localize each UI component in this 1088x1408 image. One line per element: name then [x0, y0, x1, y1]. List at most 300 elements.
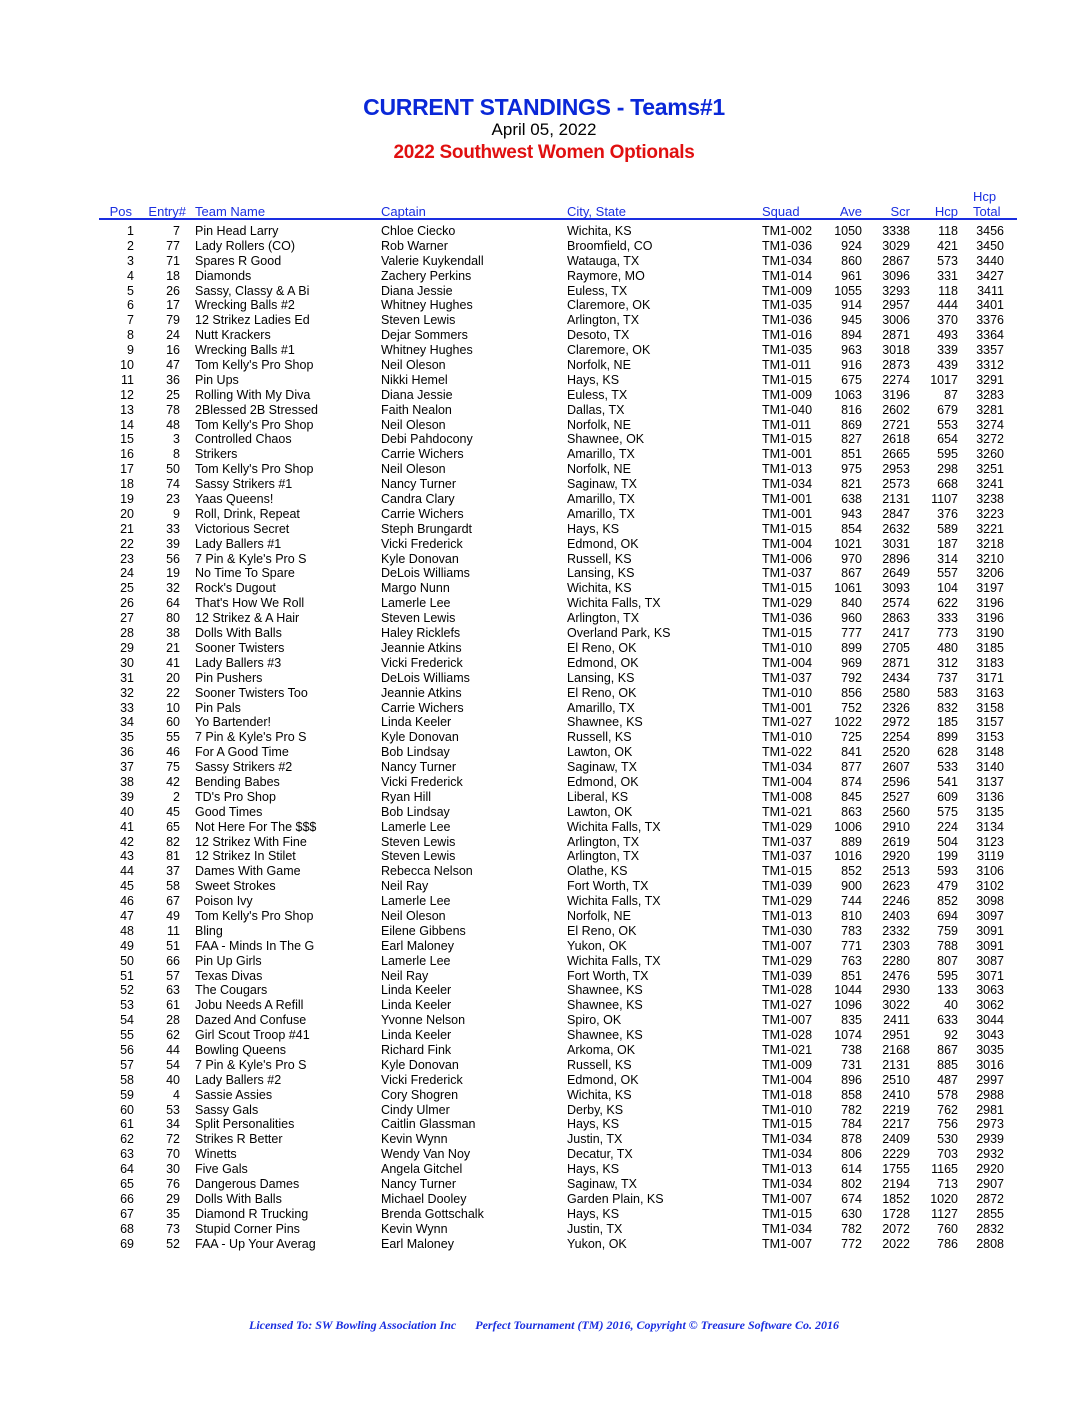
cell-squad: TM1-001	[762, 700, 813, 715]
table-row	[0, 328, 1088, 343]
cell-ave: 899	[841, 640, 862, 655]
cell-hcp: 187	[937, 536, 958, 551]
table-row	[0, 849, 1088, 864]
cell-captain: Faith Nealon	[381, 402, 452, 417]
cell-entry: 42	[166, 774, 180, 789]
cell-squad: TM1-030	[762, 923, 813, 938]
cell-captain: Caitlin Glassman	[381, 1117, 476, 1132]
table-row	[0, 1028, 1088, 1043]
cell-hcp-total: 3148	[976, 745, 1004, 760]
cell-captain: Richard Fink	[381, 1042, 452, 1057]
cell-squad: TM1-034	[762, 1221, 813, 1236]
cell-team-name: Victorious Secret	[195, 521, 290, 536]
table-row	[0, 730, 1088, 745]
cell-captain: Kyle Donovan	[381, 1057, 459, 1072]
cell-city-state: Wichita, KS	[567, 581, 632, 596]
cell-pos: 33	[120, 700, 134, 715]
cell-pos: 47	[120, 908, 134, 923]
cell-hcp: 1017	[930, 372, 958, 387]
cell-pos: 51	[120, 968, 134, 983]
cell-scr: 2920	[882, 849, 910, 864]
cell-hcp: 773	[937, 626, 958, 641]
cell-hcp-total: 3119	[977, 849, 1004, 864]
cell-city-state: Overland Park, KS	[567, 626, 671, 641]
cell-scr: 2410	[882, 1087, 910, 1102]
cell-pos: 21	[120, 521, 134, 536]
cell-ave: 777	[841, 626, 862, 641]
cell-entry: 80	[166, 611, 180, 626]
cell-city-state: Wichita Falls, TX	[567, 894, 661, 909]
cell-captain: Steven Lewis	[381, 313, 456, 328]
cell-team-name: FAA - Up Your Averag	[195, 1236, 316, 1251]
cell-squad: TM1-036	[762, 611, 813, 626]
cell-hcp: 622	[937, 596, 958, 611]
cell-hcp: 40	[944, 998, 958, 1013]
cell-hcp-total: 3106	[976, 864, 1004, 879]
cell-team-name: Diamonds	[195, 268, 252, 283]
cell-team-name: Sassy Gals	[195, 1102, 259, 1117]
cell-hcp: 899	[937, 730, 958, 745]
cell-entry: 9	[173, 506, 180, 521]
cell-ave: 783	[841, 923, 862, 938]
cell-squad: TM1-015	[762, 1206, 813, 1221]
cell-squad: TM1-015	[762, 372, 813, 387]
cell-scr: 2332	[882, 923, 910, 938]
cell-ave: 772	[841, 1236, 862, 1251]
table-row	[0, 715, 1088, 730]
cell-pos: 6	[127, 298, 134, 313]
cell-pos: 60	[120, 1102, 134, 1117]
cell-hcp: 633	[937, 1013, 958, 1028]
cell-ave: 752	[841, 700, 862, 715]
cell-squad: TM1-009	[762, 387, 813, 402]
table-row	[0, 1058, 1088, 1073]
cell-team-name: Poison Ivy	[195, 894, 253, 909]
cell-city-state: Amarillo, TX	[567, 506, 635, 521]
cell-entry: 73	[166, 1221, 180, 1236]
cell-captain: Margo Nunn	[381, 581, 450, 596]
cell-entry: 75	[166, 760, 180, 775]
table-row	[0, 983, 1088, 998]
cell-captain: Jeannie Atkins	[381, 685, 462, 700]
col-header-scr: Scr	[890, 204, 910, 219]
cell-captain: Eilene Gibbens	[381, 923, 466, 938]
cell-captain: Carrie Wichers	[381, 506, 464, 521]
cell-pos: 41	[120, 819, 134, 834]
cell-pos: 30	[120, 655, 134, 670]
tournament-name: 2022 Southwest Women Optionals	[393, 142, 695, 163]
cell-hcp: 762	[937, 1102, 958, 1117]
cell-captain: Kevin Wynn	[381, 1221, 448, 1236]
table-row	[0, 566, 1088, 581]
cell-ave: 889	[841, 834, 862, 849]
cell-scr: 2560	[882, 804, 910, 819]
cell-pos: 28	[120, 626, 134, 641]
cell-team-name: Winetts	[195, 1147, 237, 1162]
cell-squad: TM1-013	[762, 1162, 813, 1177]
cell-hcp: 530	[937, 1132, 958, 1147]
cell-scr: 2953	[882, 462, 910, 477]
cell-squad: TM1-015	[762, 432, 813, 447]
cell-city-state: Justin, TX	[567, 1221, 623, 1236]
cell-captain: Linda Keeler	[381, 715, 452, 730]
cell-ave: 840	[841, 596, 862, 611]
cell-scr: 2194	[882, 1177, 910, 1191]
cell-hcp: 578	[937, 1087, 958, 1102]
cell-city-state: Edmond, OK	[567, 536, 639, 551]
cell-team-name: Bending Babes	[195, 774, 280, 789]
cell-scr: 2280	[882, 953, 910, 968]
cell-entry: 44	[166, 1042, 180, 1057]
cell-entry: 22	[166, 685, 180, 700]
cell-pos: 50	[120, 953, 134, 968]
cell-hcp-total: 3206	[976, 566, 1004, 581]
cell-city-state: Raymore, MO	[567, 268, 645, 283]
cell-pos: 65	[120, 1177, 134, 1191]
cell-pos: 52	[120, 983, 134, 998]
cell-captain: Angela Gitchel	[381, 1162, 463, 1177]
table-row	[0, 284, 1088, 299]
table-row	[0, 954, 1088, 969]
cell-team-name: FAA - Minds In The G	[195, 938, 315, 953]
cell-city-state: Claremore, OK	[567, 343, 651, 358]
cell-pos: 2	[127, 238, 134, 253]
cell-city-state: Justin, TX	[567, 1132, 623, 1147]
cell-entry: 20	[166, 670, 180, 685]
cell-ave: 1096	[834, 998, 862, 1013]
cell-entry: 62	[166, 1028, 180, 1043]
table-row	[0, 1177, 1088, 1192]
table-row	[0, 1207, 1088, 1222]
cell-hcp: 595	[937, 447, 958, 462]
cell-pos: 34	[120, 715, 134, 730]
cell-pos: 53	[120, 998, 134, 1013]
cell-hcp-total: 3123	[976, 834, 1004, 849]
cell-team-name: Lady Ballers #3	[195, 655, 282, 670]
cell-captain: Vicki Frederick	[381, 536, 463, 551]
cell-pos: 42	[120, 834, 134, 849]
cell-ave: 816	[841, 402, 862, 417]
col-header-hcp-total-bottom: Total	[973, 204, 1001, 219]
cell-team-name: 12 Strikez & A Hair	[195, 611, 300, 626]
cell-captain: Nancy Turner	[381, 760, 457, 775]
cell-squad: TM1-015	[762, 1117, 813, 1132]
cell-hcp: 118	[938, 224, 958, 238]
table-row	[0, 581, 1088, 596]
cell-entry: 28	[166, 1013, 180, 1028]
cell-hcp: 504	[937, 834, 958, 849]
cell-entry: 23	[166, 492, 180, 507]
cell-ave: 1006	[834, 819, 862, 834]
cell-team-name: Pin Head Larry	[195, 224, 279, 238]
cell-team-name: Strikers	[195, 447, 238, 462]
cell-pos: 37	[120, 760, 134, 775]
cell-squad: TM1-029	[762, 596, 813, 611]
cell-scr: 2510	[882, 1072, 910, 1087]
cell-scr: 1755	[882, 1162, 910, 1177]
cell-pos: 10	[120, 358, 134, 373]
cell-captain: Vicki Frederick	[381, 655, 463, 670]
cell-squad: TM1-040	[762, 402, 813, 417]
cell-city-state: Norfolk, NE	[567, 908, 631, 923]
cell-ave: 869	[841, 417, 862, 432]
cell-hcp: 654	[937, 432, 958, 447]
cell-pos: 9	[127, 343, 134, 358]
cell-squad: TM1-015	[762, 626, 813, 641]
cell-team-name: Dolls With Balls	[195, 626, 282, 641]
cell-entry: 54	[166, 1057, 180, 1072]
cell-hcp: 312	[937, 655, 958, 670]
cell-team-name: 2Blessed 2B Stressed	[195, 402, 318, 417]
cell-hcp-total: 3091	[976, 923, 1004, 938]
cell-entry: 60	[166, 715, 180, 730]
cell-pos: 61	[120, 1117, 134, 1132]
table-row	[0, 343, 1088, 358]
cell-hcp-total: 3185	[976, 640, 1004, 655]
table-row	[0, 1237, 1088, 1252]
cell-city-state: Wichita Falls, TX	[567, 596, 661, 611]
cell-hcp: 609	[937, 789, 958, 804]
cell-ave: 1061	[834, 581, 862, 596]
cell-scr: 2303	[882, 938, 910, 953]
cell-captain: Steph Brungardt	[381, 521, 473, 536]
cell-entry: 7	[173, 224, 180, 238]
cell-squad: TM1-004	[762, 655, 813, 670]
cell-entry: 30	[166, 1162, 180, 1177]
cell-hcp-total: 3062	[976, 998, 1004, 1013]
table-row	[0, 820, 1088, 835]
cell-team-name: Dames With Game	[195, 864, 301, 879]
cell-ave: 841	[841, 745, 862, 760]
cell-pos: 62	[120, 1132, 134, 1147]
cell-city-state: Fort Worth, TX	[567, 879, 649, 894]
cell-hcp-total: 3210	[976, 551, 1004, 566]
cell-squad: TM1-022	[762, 745, 813, 760]
cell-hcp-total: 3183	[976, 655, 1004, 670]
cell-squad: TM1-014	[762, 268, 813, 283]
cell-team-name: Lady Rollers (CO)	[195, 238, 296, 253]
cell-team-name: 7 Pin & Kyle's Pro S	[195, 730, 307, 745]
table-row	[0, 1103, 1088, 1118]
cell-hcp-total: 2920	[976, 1162, 1004, 1177]
cell-hcp: 533	[937, 760, 958, 775]
cell-squad: TM1-039	[762, 968, 813, 983]
cell-hcp-total: 3456	[976, 224, 1004, 238]
cell-city-state: Arlington, TX	[567, 834, 640, 849]
cell-entry: 32	[166, 581, 180, 596]
cell-squad: TM1-015	[762, 864, 813, 879]
cell-hcp: 314	[937, 551, 958, 566]
table-row	[0, 1192, 1088, 1207]
cell-hcp-total: 3063	[976, 983, 1004, 998]
cell-team-name: Wrecking Balls #2	[195, 298, 295, 313]
cell-hcp: 87	[944, 387, 958, 402]
cell-squad: TM1-008	[762, 789, 813, 804]
cell-hcp: 133	[937, 983, 958, 998]
cell-city-state: Hays, KS	[567, 1117, 620, 1132]
cell-city-state: Decatur, TX	[567, 1147, 633, 1162]
cell-ave: 878	[841, 1132, 862, 1147]
cell-city-state: Wichita Falls, TX	[567, 819, 661, 834]
cell-hcp-total: 3137	[976, 774, 1004, 789]
cell-scr: 3093	[882, 581, 910, 596]
cell-captain: Whitney Hughes	[381, 343, 473, 358]
cell-city-state: Lansing, KS	[567, 670, 635, 685]
table-row	[0, 1088, 1088, 1103]
cell-captain: Linda Keeler	[381, 983, 452, 998]
cell-ave: 674	[841, 1191, 862, 1206]
cell-squad: TM1-011	[762, 358, 812, 373]
cell-city-state: Shawnee, KS	[567, 983, 643, 998]
cell-city-state: Russell, KS	[567, 1057, 632, 1072]
cell-entry: 64	[166, 596, 180, 611]
cell-squad: TM1-037	[762, 849, 813, 864]
cell-city-state: Liberal, KS	[567, 789, 629, 804]
cell-hcp-total: 3196	[976, 596, 1004, 611]
cell-hcp-total: 3140	[976, 760, 1004, 775]
cell-hcp: 376	[937, 506, 958, 521]
cell-city-state: Saginaw, TX	[567, 477, 637, 492]
cell-team-name: 7 Pin & Kyle's Pro S	[195, 551, 307, 566]
table-row	[0, 701, 1088, 716]
cell-hcp-total: 3283	[976, 387, 1004, 402]
cell-entry: 4	[173, 1087, 180, 1102]
cell-ave: 771	[841, 938, 862, 953]
cell-hcp-total: 3158	[976, 700, 1004, 715]
cell-scr: 2930	[882, 983, 910, 998]
table-row	[0, 1043, 1088, 1058]
cell-scr: 2168	[882, 1042, 910, 1057]
cell-scr: 2411	[883, 1013, 910, 1028]
cell-entry: 79	[166, 313, 180, 328]
table-row	[0, 269, 1088, 284]
cell-entry: 34	[166, 1117, 180, 1132]
cell-hcp-total: 3071	[976, 968, 1004, 983]
cell-ave: 802	[841, 1177, 862, 1191]
cell-hcp-total: 3274	[976, 417, 1004, 432]
cell-hcp-total: 3196	[976, 611, 1004, 626]
cell-entry: 10	[166, 700, 180, 715]
cell-pos: 57	[120, 1057, 134, 1072]
cell-entry: 18	[166, 268, 180, 283]
cell-hcp-total: 2981	[976, 1102, 1004, 1117]
cell-ave: 960	[841, 611, 862, 626]
table-row	[0, 864, 1088, 879]
cell-captain: Linda Keeler	[381, 1028, 452, 1043]
table-row	[0, 1013, 1088, 1028]
cell-team-name: Yaas Queens!	[195, 492, 274, 507]
cell-scr: 2573	[882, 477, 910, 492]
cell-squad: TM1-007	[762, 1236, 813, 1251]
cell-city-state: Euless, TX	[567, 387, 628, 402]
cell-ave: 638	[841, 492, 862, 507]
cell-city-state: Saginaw, TX	[567, 760, 637, 775]
cell-hcp: 575	[937, 804, 958, 819]
cell-entry: 61	[166, 998, 180, 1013]
cell-hcp-total: 2988	[976, 1087, 1004, 1102]
cell-city-state: Lawton, OK	[567, 745, 633, 760]
cell-city-state: Hays, KS	[567, 1162, 620, 1177]
cell-city-state: Derby, KS	[567, 1102, 624, 1117]
cell-squad: TM1-004	[762, 536, 813, 551]
cell-hcp: 867	[937, 1042, 958, 1057]
table-row	[0, 373, 1088, 388]
cell-captain: Linda Keeler	[381, 998, 452, 1013]
table-row	[0, 403, 1088, 418]
cell-scr: 2896	[882, 551, 910, 566]
cell-captain: Kyle Donovan	[381, 551, 459, 566]
cell-hcp-total: 3221	[976, 521, 1004, 536]
cell-squad: TM1-028	[762, 983, 813, 998]
cell-squad: TM1-037	[762, 670, 813, 685]
cell-ave: 851	[841, 968, 862, 983]
table-row	[0, 775, 1088, 790]
cell-hcp: 852	[937, 894, 958, 909]
cell-entry: 2	[173, 789, 180, 804]
cell-city-state: Edmond, OK	[567, 774, 639, 789]
cell-captain: Lamerle Lee	[381, 596, 451, 611]
table-row	[0, 537, 1088, 552]
cell-hcp: 628	[937, 745, 958, 760]
cell-captain: Haley Ricklefs	[381, 626, 461, 641]
cell-city-state: Amarillo, TX	[567, 447, 635, 462]
cell-hcp-total: 3238	[976, 492, 1004, 507]
cell-captain: Cory Shogren	[381, 1087, 459, 1102]
cell-hcp-total: 3197	[976, 581, 1004, 596]
cell-entry: 66	[166, 953, 180, 968]
table-row	[0, 1147, 1088, 1162]
cell-entry: 16	[166, 343, 180, 358]
cell-scr: 3031	[882, 536, 910, 551]
cell-hcp-total: 3098	[976, 894, 1004, 909]
cell-city-state: Saginaw, TX	[567, 1177, 637, 1191]
cell-city-state: Arlington, TX	[567, 313, 640, 328]
cell-city-state: Norfolk, NE	[567, 358, 631, 373]
cell-hcp-total: 3260	[976, 447, 1004, 462]
cell-scr: 2254	[882, 730, 910, 745]
cell-pos: 32	[120, 685, 134, 700]
cell-captain: Lamerle Lee	[381, 819, 451, 834]
cell-hcp-total: 3102	[976, 879, 1004, 894]
cell-pos: 1	[127, 224, 134, 238]
cell-scr: 2951	[882, 1028, 910, 1043]
cell-team-name: Not Here For The $$$	[195, 819, 317, 834]
cell-ave: 854	[841, 521, 862, 536]
table-row	[0, 1073, 1088, 1088]
cell-entry: 71	[166, 253, 180, 268]
table-row	[0, 611, 1088, 626]
cell-hcp: 679	[937, 402, 958, 417]
cell-pos: 12	[120, 387, 134, 402]
cell-ave: 845	[841, 789, 862, 804]
cell-hcp-total: 2997	[976, 1072, 1004, 1087]
cell-squad: TM1-037	[762, 834, 813, 849]
cell-scr: 2602	[882, 402, 910, 417]
cell-team-name: Stupid Corner Pins	[195, 1221, 300, 1236]
cell-pos: 64	[120, 1162, 134, 1177]
cell-hcp-total: 2973	[976, 1117, 1004, 1132]
cell-scr: 2274	[882, 372, 910, 387]
cell-pos: 8	[127, 328, 134, 343]
cell-ave: 863	[841, 804, 862, 819]
cell-ave: 900	[841, 879, 862, 894]
cell-scr: 2871	[882, 655, 910, 670]
table-row	[0, 924, 1088, 939]
cell-team-name: No Time To Spare	[195, 566, 295, 581]
cell-captain: Neil Ray	[381, 879, 429, 894]
cell-squad: TM1-028	[762, 1028, 813, 1043]
cell-hcp-total: 3016	[976, 1057, 1004, 1072]
